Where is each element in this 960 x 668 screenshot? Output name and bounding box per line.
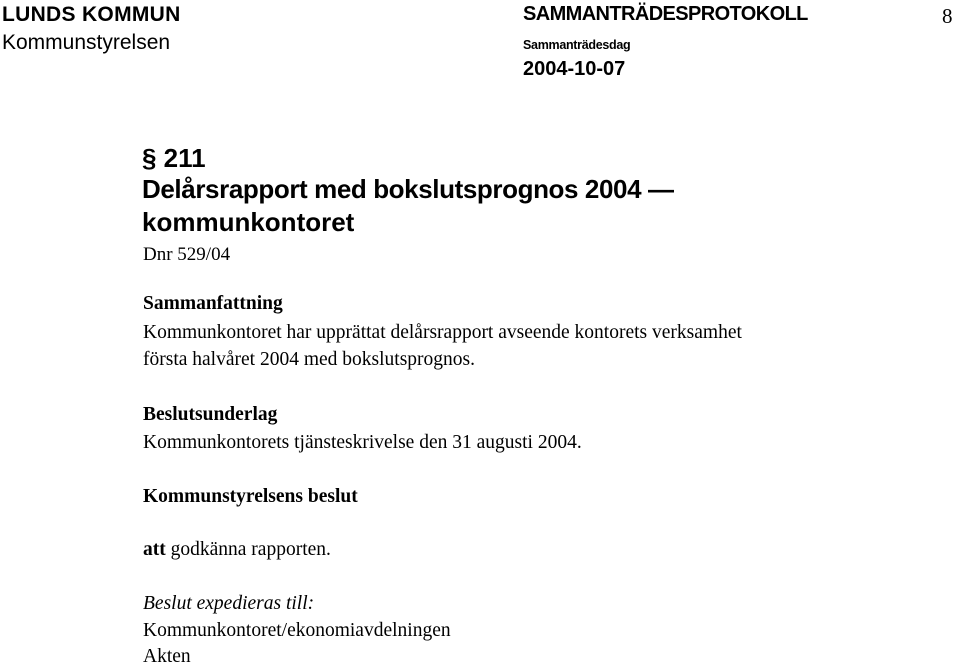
committee-name: Kommunstyrelsen — [2, 31, 171, 54]
distribution-recipient: Akten — [143, 646, 191, 667]
organization-name: LUNDS KOMMUN — [2, 3, 181, 26]
decision-text — [143, 539, 331, 561]
summary-line-2: första halvåret 2004 med bokslutsprognos. — [143, 349, 475, 370]
summary-line-1: Kommunkontoret har upprättat delårsrapport avseende kontorets verksamhet — [143, 322, 742, 343]
item-title-line-2: kommunkontoret — [142, 207, 355, 237]
decision-body: godkänna rapporten. — [165, 539, 331, 560]
basis-text: Kommunkontorets tjänsteskrivelse den 31 augusti 2004. — [143, 432, 582, 453]
summary-heading: Sammanfattning — [143, 293, 283, 314]
decision-heading: Kommunstyrelsens beslut — [143, 486, 358, 507]
document-type: SAMMANTRÄDESPROTOKOLL — [523, 3, 808, 25]
section-number: § 211 — [142, 143, 206, 173]
meeting-date-label: Sammanträdesdag — [523, 38, 631, 52]
diary-number: Dnr 529/04 — [143, 244, 231, 265]
page-number: 8 — [942, 4, 953, 28]
item-title-line-1: Delårsrapport med bokslutsprognos 2004 — — [142, 174, 674, 204]
distribution-recipient: Kommunkontoret/ekonomiavdelningen — [143, 620, 451, 641]
basis-heading: Beslutsunderlag — [143, 404, 278, 425]
distribution-heading: Beslut expedieras till: — [143, 593, 315, 614]
meeting-date: 2004-10-07 — [523, 58, 626, 80]
decision-keyword: att — [143, 539, 166, 560]
